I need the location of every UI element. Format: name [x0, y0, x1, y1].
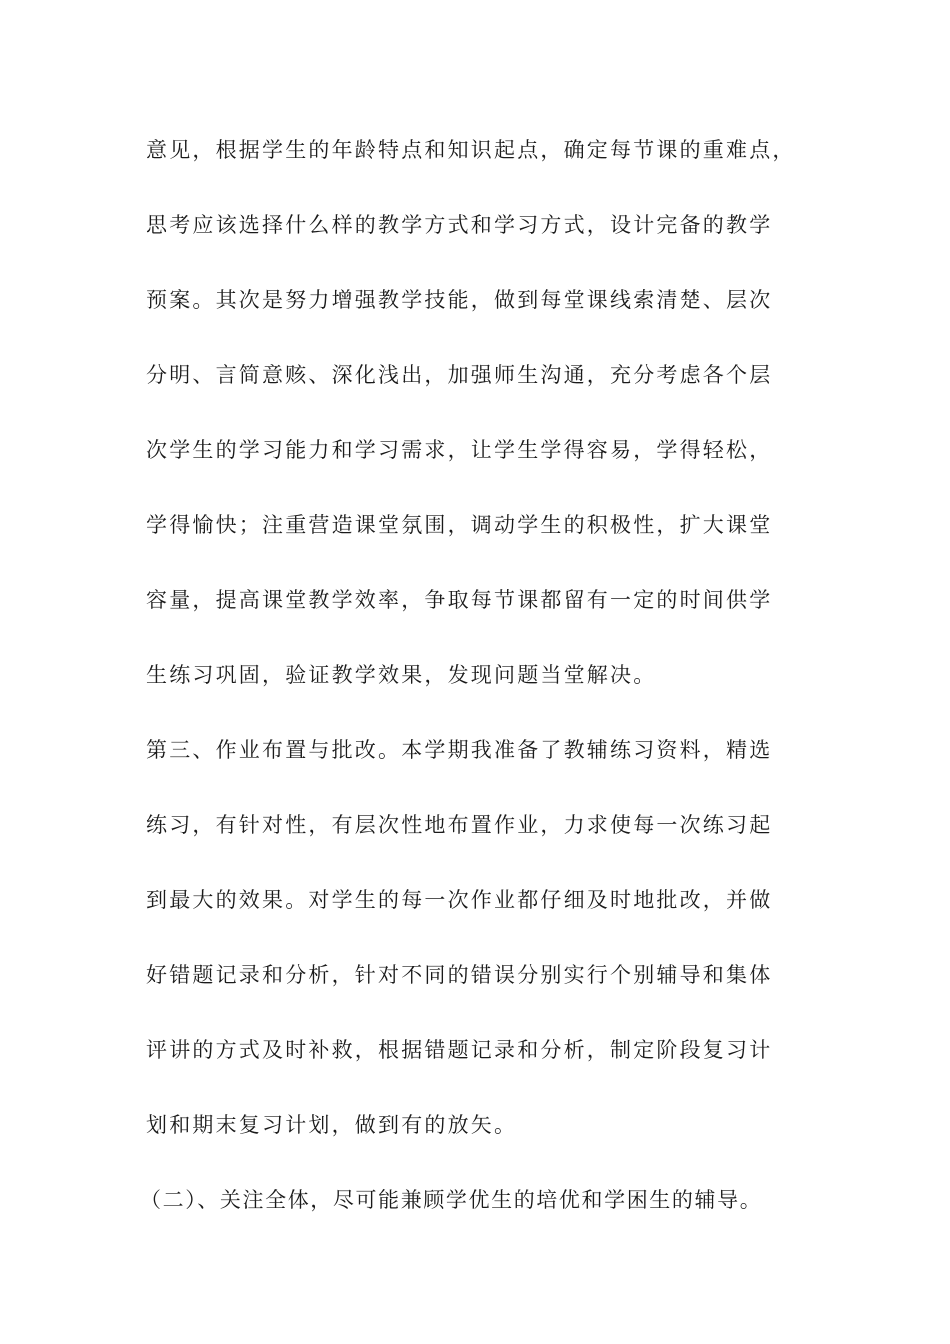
text-line: 学得愉快；注重营造课堂氛围，调动学生的积极性，扩大课堂	[146, 513, 773, 537]
text-line: 预案。其次是努力增强教学技能，做到每堂课线索清楚、层次	[146, 288, 773, 312]
text-line: 意见，根据学生的年龄特点和知识起点，确定每节课的重难点，	[146, 138, 796, 162]
text-line: 分明、言简意赅、深化浅出，加强师生沟通，充分考虑各个层	[146, 363, 773, 387]
section-heading-line: 第三、作业布置与批改。本学期我准备了教辅练习资料，精选	[146, 738, 773, 762]
text-line: 练习，有针对性，有层次性地布置作业，力求使每一次练习起	[146, 813, 773, 837]
text-line: 到最大的效果。对学生的每一次作业都仔细及时地批改，并做	[146, 888, 773, 912]
text-line: 好错题记录和分析，针对不同的错误分别实行个别辅导和集体	[146, 963, 773, 987]
text-line: 思考应该选择什么样的教学方式和学习方式，设计完备的教学	[146, 213, 773, 237]
section-heading-line: （二）、关注全体，尽可能兼顾学优生的培优和学困生的辅导。	[140, 1188, 763, 1212]
text-line: 划和期末复习计划，做到有的放矢。	[146, 1113, 518, 1137]
text-line: 容量，提高课堂教学效率，争取每节课都留有一定的时间供学	[146, 588, 773, 612]
text-line: 评讲的方式及时补救，根据错题记录和分析，制定阶段复习计	[146, 1038, 773, 1062]
text-line: 生练习巩固，验证教学效果，发现问题当堂解决。	[146, 663, 657, 687]
text-line: 次学生的学习能力和学习需求，让学生学得容易，学得轻松，	[146, 438, 773, 462]
